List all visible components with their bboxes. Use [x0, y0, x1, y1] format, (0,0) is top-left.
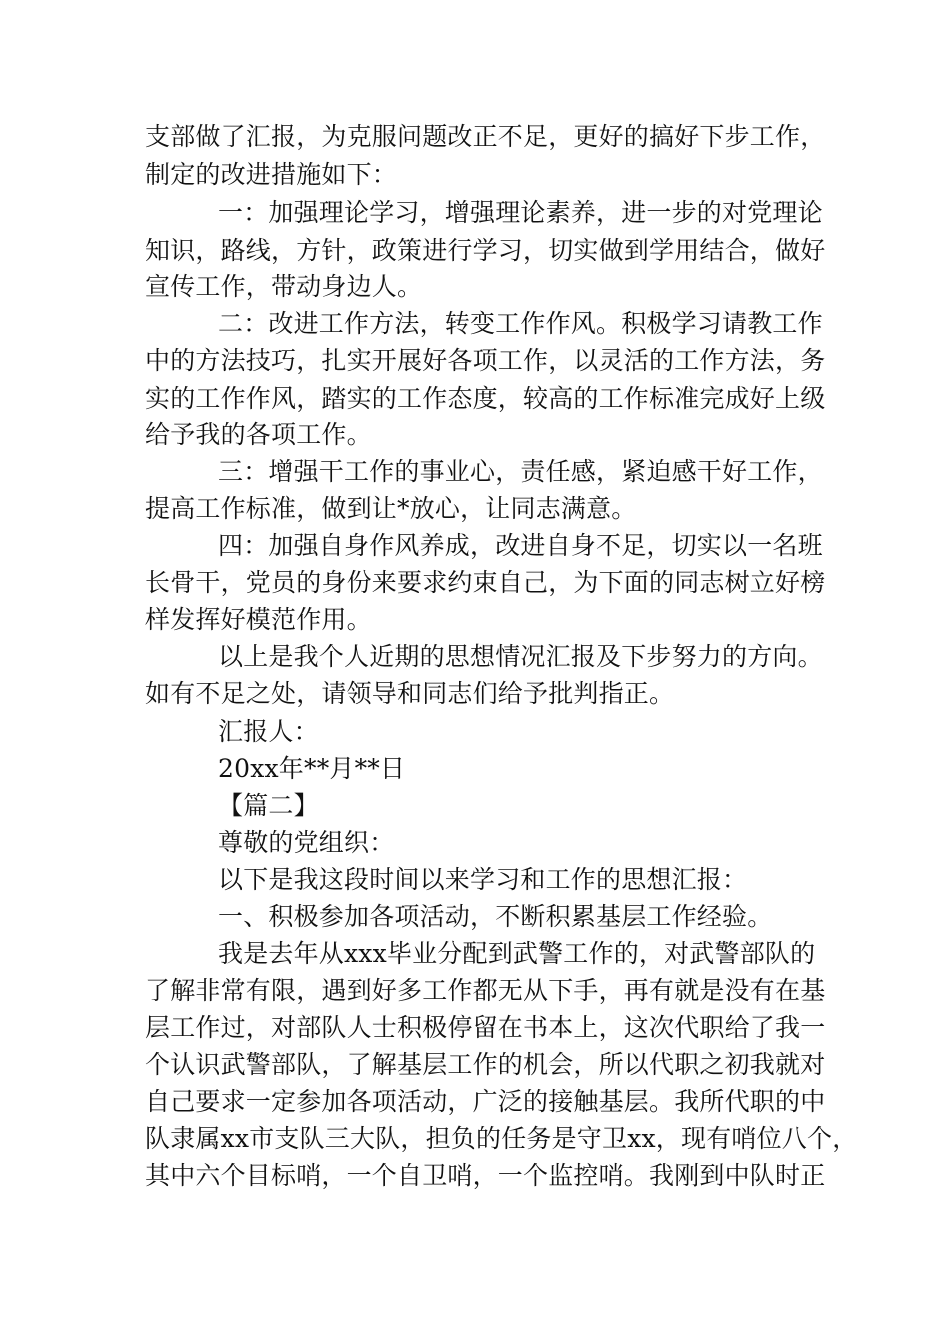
text-line: 以上是我个人近期的思想情况汇报及下步努力的方向。: [218, 642, 823, 671]
date-line: 20xx年**月**日: [218, 754, 406, 783]
text-line: 知识，路线，方针，政策进行学习，切实做到学用结合，做好: [145, 236, 826, 265]
text-line: 我是去年从xxx毕业分配到武警工作的，对武警部队的: [218, 939, 816, 968]
text-line: 中的方法技巧，扎实开展好各项工作，以灵活的工作方法，务: [145, 346, 826, 375]
text-line: 一：加强理论学习，增强理论素养，进一步的对党理论: [218, 198, 823, 227]
text-line: 尊敬的党组织：: [218, 828, 395, 857]
text-line: 个认识武警部队，了解基层工作的机会，所以代职之初我就对: [145, 1050, 826, 1079]
text-line: 给予我的各项工作。: [145, 420, 372, 449]
text-line: 四：加强自身作风养成，改进自身不足，切实以一名班: [218, 531, 823, 560]
text-line: 汇报人：: [218, 717, 319, 746]
section-heading: 【篇二】: [218, 791, 319, 820]
text-line: 以下是我这段时间以来学习和工作的思想汇报：: [218, 865, 748, 894]
text-line: 样发挥好模范作用。: [145, 605, 372, 634]
text-line: 长骨干，党员的身份来要求约束自己，为下面的同志树立好榜: [145, 568, 826, 597]
text-line: 支部做了汇报，为克服问题改正不足，更好的搞好下步工作，: [145, 122, 826, 151]
text-line: 实的工作作风，踏实的工作态度，较高的工作标准完成好上级: [145, 384, 826, 413]
text-line: 自己要求一定参加各项活动，广泛的接触基层。我所代职的中: [145, 1087, 826, 1116]
text-line: 队隶属xx市支队三大队，担负的任务是守卫xx，现有哨位八个，: [145, 1124, 858, 1153]
text-line: 层工作过，对部队人士积极停留在书本上，这次代职给了我一: [145, 1013, 826, 1042]
text-line: 其中六个目标哨，一个自卫哨，一个监控哨。我刚到中队时正: [145, 1161, 826, 1190]
text-line: 一、积极参加各项活动，不断积累基层工作经验。: [218, 902, 773, 931]
text-line: 提高工作标准，做到让*放心，让同志满意。: [145, 494, 637, 523]
text-line: 二：改进工作方法，转变工作作风。积极学习请教工作: [218, 309, 823, 338]
text-line: 了解非常有限，遇到好多工作都无从下手，再有就是没有在基: [145, 976, 826, 1005]
text-line: 宣传工作，带动身边人。: [145, 272, 423, 301]
text-line: 三：增强干工作的事业心，责任感，紧迫感干好工作，: [218, 457, 823, 486]
text-line: 如有不足之处，请领导和同志们给予批判指正。: [145, 679, 675, 708]
text-line: 制定的改进措施如下：: [145, 160, 398, 189]
